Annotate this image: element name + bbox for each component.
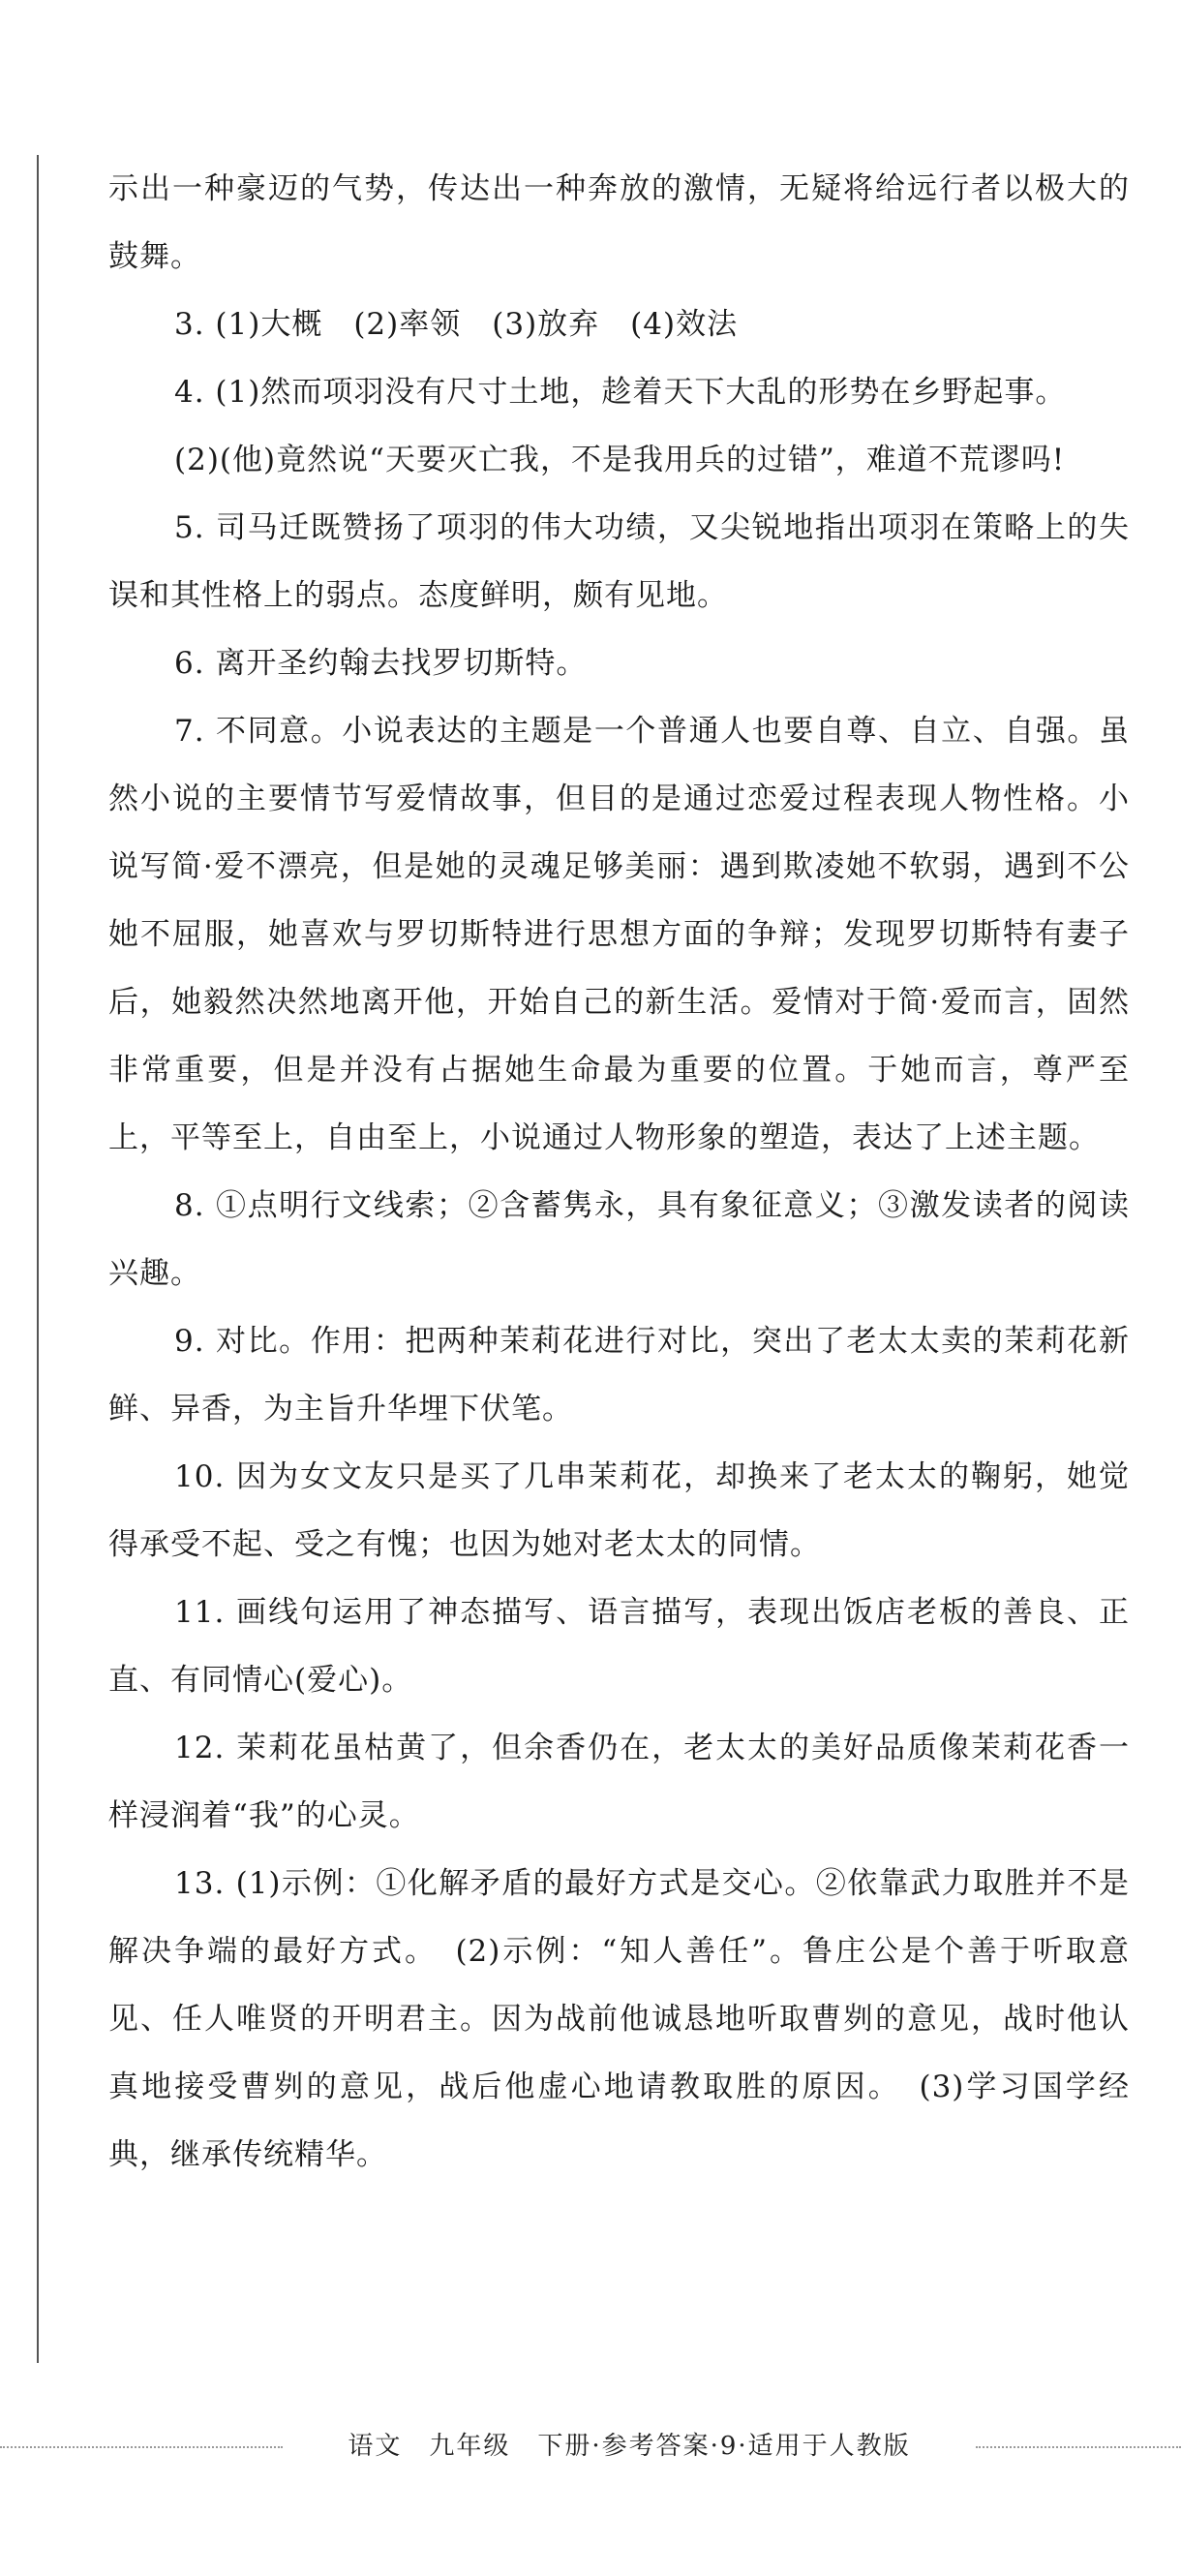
answer-paragraph-p5: 5. 司马迁既赞扬了项羽的伟大功绩，又尖锐地指出项羽在策略上的失误和其性格上的弱点。态度鲜明，颇有见地。 [108, 510, 1130, 613]
answer-paragraph-p3: 3. (1)大概 (2)率领 (3)放弃 (4)效法 [174, 307, 739, 342]
footer-dotted-rule-left [0, 2446, 283, 2448]
footer-dotted-rule-right [976, 2446, 1181, 2448]
page-footer [0, 2427, 1181, 2466]
answer-paragraph-p4-2: (2)(他)竟然说“天要灭亡我，不是我用兵的过错”，难道不荒谬吗! [174, 443, 1066, 477]
answer-paragraph-p9: 9. 对比。作用：把两种茉莉花进行对比，突出了老太太卖的茉莉花新鲜、异香，为主旨升华埋下伏笔。 [108, 1324, 1130, 1426]
left-margin-rule [37, 155, 39, 2363]
footer-text: 语文 九年级 下册·参考答案·9·适用于人教版 [348, 2432, 911, 2461]
answer-paragraph-p12: 12. 茉莉花虽枯黄了，但余香仍在，老太太的美好品质像茉莉花香一样浸润着“我”的心灵。 [108, 1731, 1130, 1833]
answer-paragraph-p10: 10. 因为女文友只是买了几串茉莉花，却换来了老太太的鞠躬，她觉得承受不起、受之有愧；也因为她对老太太的同情。 [108, 1459, 1130, 1562]
answer-paragraph-p13: 13. (1)示例：①化解矛盾的最好方式是交心。②依靠武力取胜并不是解决争端的最好方式。 (2)示例：“知人善任”。鲁庄公是个善于听取意见、任人唯贤的开明君主。因为战前他诚恳地听取曹刿的意见，战时他认真地接受曹刿的意见，战后他虚心地请教取胜的原因。 (3)学习国学经典，继承传统精华。 [108, 1866, 1130, 2172]
answer-paragraph-p7: 7. 不同意。小说表达的主题是一个普通人也要自尊、自立、自强。虽然小说的主要情节写爱情故事，但目的是通过恋爱过程表现人物性格。小说写简·爱不漂亮，但是她的灵魂足够美丽：遇到欺凌她不软弱，遇到不公她不屈服，她喜欢与罗切斯特进行思想方面的争辩；发现罗切斯特有妻子后，她毅然决然地离开他，开始自己的新生活。爱情对于简·爱而言，固然非常重要，但是并没有占据她生命最为重要的位置。于她而言，尊严至上，平等至上，自由至上，小说通过人物形象的塑造，表达了上述主题。 [108, 714, 1130, 1155]
answer-content [108, 155, 1130, 2189]
answer-paragraph-p11: 11. 画线句运用了神态描写、语言描写，表现出饭店老板的善良、正直、有同情心(爱心)。 [108, 1595, 1130, 1698]
answer-paragraph-p8: 8. ①点明行文线索；②含蓄隽永，具有象征意义；③激发读者的阅读兴趣。 [108, 1188, 1130, 1291]
answer-paragraph-p6: 6. 离开圣约翰去找罗切斯特。 [174, 646, 588, 681]
answer-paragraph-p4-1: 4. (1)然而项羽没有尺寸土地，趁着天下大乱的形势在乡野起事。 [174, 375, 1067, 410]
answer-paragraph-p-cont-2: 示出一种豪迈的气势，传达出一种奔放的激情，无疑将给远行者以极大的鼓舞。 [108, 171, 1130, 274]
